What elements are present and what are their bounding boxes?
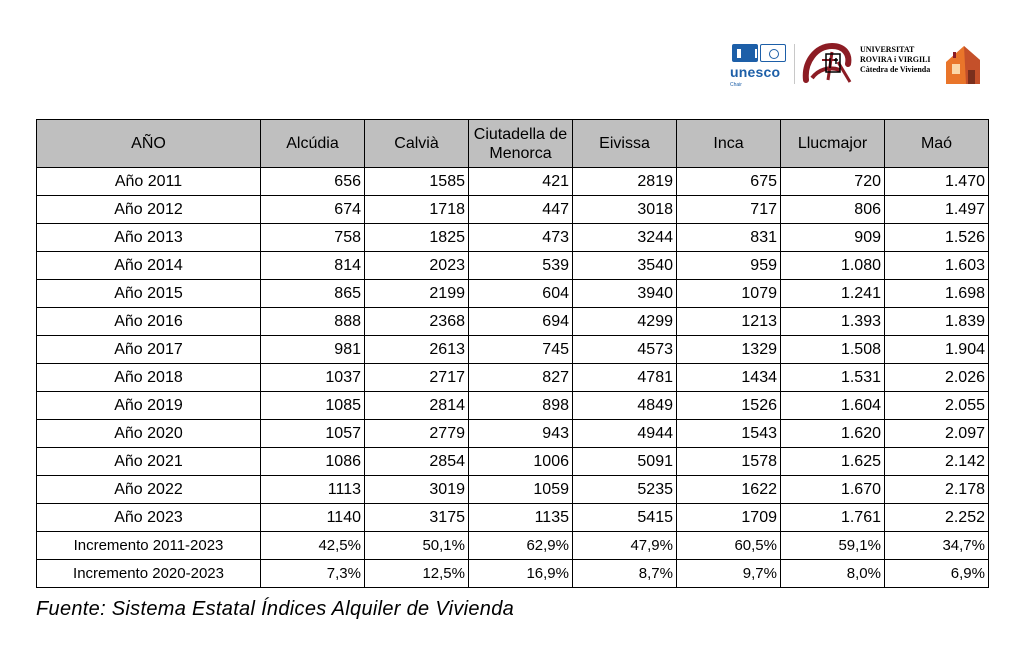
column-header: Ciutadella de Menorca — [469, 120, 573, 168]
table-cell: 1086 — [261, 448, 365, 476]
table-cell: 959 — [677, 252, 781, 280]
table-cell: 3018 — [573, 196, 677, 224]
row-label: Año 2022 — [37, 476, 261, 504]
table-cell: 1.508 — [781, 336, 885, 364]
table-cell: 3540 — [573, 252, 677, 280]
row-label: Año 2021 — [37, 448, 261, 476]
table-cell: 4573 — [573, 336, 677, 364]
table-row — [37, 476, 989, 504]
table-cell: 447 — [469, 196, 573, 224]
table-cell: 717 — [677, 196, 781, 224]
urv-logo-icon — [802, 40, 854, 88]
table-cell: 4944 — [573, 420, 677, 448]
table-cell: 12,5% — [365, 560, 469, 588]
table-cell: 1.603 — [885, 252, 989, 280]
table-cell: 1622 — [677, 476, 781, 504]
table-cell: 898 — [469, 392, 573, 420]
table-cell: 2.097 — [885, 420, 989, 448]
table-cell: 675 — [677, 168, 781, 196]
table-cell: 1.531 — [781, 364, 885, 392]
table-row — [37, 280, 989, 308]
table-cell: 2.252 — [885, 504, 989, 532]
table-cell: 1140 — [261, 504, 365, 532]
table-cell: 421 — [469, 168, 573, 196]
table-cell: 473 — [469, 224, 573, 252]
table-cell: 1.470 — [885, 168, 989, 196]
table-cell: 2779 — [365, 420, 469, 448]
column-header: Alcúdia — [261, 120, 365, 168]
table-cell: 2819 — [573, 168, 677, 196]
row-label: Año 2012 — [37, 196, 261, 224]
table-cell: 827 — [469, 364, 573, 392]
table-cell: 1.604 — [781, 392, 885, 420]
university-line-2: ROVIRA i VIRGILI — [860, 55, 931, 64]
table-cell: 42,5% — [261, 532, 365, 560]
table-cell: 694 — [469, 308, 573, 336]
table-cell: 9,7% — [677, 560, 781, 588]
row-label: Incremento 2020-2023 — [37, 560, 261, 588]
table-cell: 2717 — [365, 364, 469, 392]
table-cell: 1.904 — [885, 336, 989, 364]
table-row — [37, 224, 989, 252]
table-row — [37, 392, 989, 420]
table-cell: 656 — [261, 168, 365, 196]
unesco-temple-icon — [732, 44, 758, 62]
table-cell: 2368 — [365, 308, 469, 336]
table-row — [37, 420, 989, 448]
table-cell: 2.026 — [885, 364, 989, 392]
column-header: Eivissa — [573, 120, 677, 168]
row-label: Año 2015 — [37, 280, 261, 308]
column-header: Llucmajor — [781, 120, 885, 168]
table-cell: 7,3% — [261, 560, 365, 588]
table-cell: 3019 — [365, 476, 469, 504]
column-header: Inca — [677, 120, 781, 168]
unesco-logo — [728, 44, 788, 88]
logo-divider — [794, 44, 795, 84]
table-row — [37, 532, 989, 560]
table-cell: 16,9% — [469, 560, 573, 588]
table-cell: 8,0% — [781, 560, 885, 588]
table-cell: 981 — [261, 336, 365, 364]
unesco-chair-icon — [760, 44, 786, 62]
table-cell: 1135 — [469, 504, 573, 532]
table-cell: 1585 — [365, 168, 469, 196]
table-cell: 5415 — [573, 504, 677, 532]
table-cell: 62,9% — [469, 532, 573, 560]
table-cell: 1213 — [677, 308, 781, 336]
table-cell: 865 — [261, 280, 365, 308]
table-cell: 1059 — [469, 476, 573, 504]
table-cell: 1.526 — [885, 224, 989, 252]
table-cell: 59,1% — [781, 532, 885, 560]
table-cell: 1709 — [677, 504, 781, 532]
table-cell: 60,5% — [677, 532, 781, 560]
row-label: Año 2020 — [37, 420, 261, 448]
table-cell: 2613 — [365, 336, 469, 364]
table-cell: 720 — [781, 168, 885, 196]
table-cell: 674 — [261, 196, 365, 224]
table-cell: 2.055 — [885, 392, 989, 420]
table-row — [37, 364, 989, 392]
table-cell: 1718 — [365, 196, 469, 224]
table-row — [37, 504, 989, 532]
row-label: Año 2018 — [37, 364, 261, 392]
table-cell: 3940 — [573, 280, 677, 308]
table-cell: 2854 — [365, 448, 469, 476]
table-row — [37, 560, 989, 588]
table-cell: 50,1% — [365, 532, 469, 560]
table-cell: 1037 — [261, 364, 365, 392]
university-line-1: UNIVERSITAT — [860, 45, 915, 54]
table-cell: 1.241 — [781, 280, 885, 308]
table-cell: 4849 — [573, 392, 677, 420]
table-cell: 4781 — [573, 364, 677, 392]
table-cell: 909 — [781, 224, 885, 252]
table-cell: 2.178 — [885, 476, 989, 504]
table-cell: 1.839 — [885, 308, 989, 336]
header-logos — [728, 40, 984, 92]
table-cell: 2199 — [365, 280, 469, 308]
table-cell: 3244 — [573, 224, 677, 252]
table-cell: 1.393 — [781, 308, 885, 336]
table-cell: 2814 — [365, 392, 469, 420]
table-cell: 1.698 — [885, 280, 989, 308]
table-cell: 5091 — [573, 448, 677, 476]
table-cell: 1.080 — [781, 252, 885, 280]
table-row — [37, 252, 989, 280]
table-body — [37, 168, 989, 588]
table-cell: 5235 — [573, 476, 677, 504]
row-label: Año 2011 — [37, 168, 261, 196]
table-cell: 943 — [469, 420, 573, 448]
source-note: Fuente: Sistema Estatal Índices Alquiler de Vivienda — [36, 598, 515, 620]
row-label: Incremento 2011-2023 — [37, 532, 261, 560]
table-cell: 1113 — [261, 476, 365, 504]
table-cell: 1825 — [365, 224, 469, 252]
table-cell: 1.625 — [781, 448, 885, 476]
table-cell: 1578 — [677, 448, 781, 476]
table-cell: 831 — [677, 224, 781, 252]
table-cell: 1329 — [677, 336, 781, 364]
column-header-year: AÑO — [37, 120, 261, 168]
table-cell: 1526 — [677, 392, 781, 420]
table-cell: 745 — [469, 336, 573, 364]
table-cell: 1.620 — [781, 420, 885, 448]
table-cell: 1.670 — [781, 476, 885, 504]
row-label: Año 2023 — [37, 504, 261, 532]
table-cell: 1057 — [261, 420, 365, 448]
table-cell: 1006 — [469, 448, 573, 476]
table-cell: 1434 — [677, 364, 781, 392]
column-header: Calvià — [365, 120, 469, 168]
table-cell: 8,7% — [573, 560, 677, 588]
row-label: Año 2013 — [37, 224, 261, 252]
unesco-chair-label: Chair — [730, 82, 742, 88]
unesco-wordmark: unesco — [730, 64, 781, 80]
table-cell: 2.142 — [885, 448, 989, 476]
catedra-label: Càtedra de Vivienda — [860, 65, 931, 74]
table-row — [37, 168, 989, 196]
table-header-row — [37, 120, 989, 168]
table-cell: 604 — [469, 280, 573, 308]
table-cell: 4299 — [573, 308, 677, 336]
catedra-house-icon — [944, 44, 982, 86]
table-cell: 806 — [781, 196, 885, 224]
row-label: Año 2016 — [37, 308, 261, 336]
table-cell: 6,9% — [885, 560, 989, 588]
table-cell: 1079 — [677, 280, 781, 308]
table-cell: 888 — [261, 308, 365, 336]
table-cell: 2023 — [365, 252, 469, 280]
table-cell: 758 — [261, 224, 365, 252]
row-label: Año 2014 — [37, 252, 261, 280]
row-label: Año 2019 — [37, 392, 261, 420]
table-row — [37, 336, 989, 364]
table-cell: 1.497 — [885, 196, 989, 224]
row-label: Año 2017 — [37, 336, 261, 364]
university-name — [860, 45, 931, 75]
table-cell: 1085 — [261, 392, 365, 420]
table-cell: 814 — [261, 252, 365, 280]
column-header: Maó — [885, 120, 989, 168]
table-cell: 3175 — [365, 504, 469, 532]
table-cell: 34,7% — [885, 532, 989, 560]
table-row — [37, 196, 989, 224]
table-cell: 539 — [469, 252, 573, 280]
table-row — [37, 308, 989, 336]
table-cell: 1543 — [677, 420, 781, 448]
rental-index-table — [36, 119, 989, 588]
table-cell: 47,9% — [573, 532, 677, 560]
table-row — [37, 448, 989, 476]
table-cell: 1.761 — [781, 504, 885, 532]
